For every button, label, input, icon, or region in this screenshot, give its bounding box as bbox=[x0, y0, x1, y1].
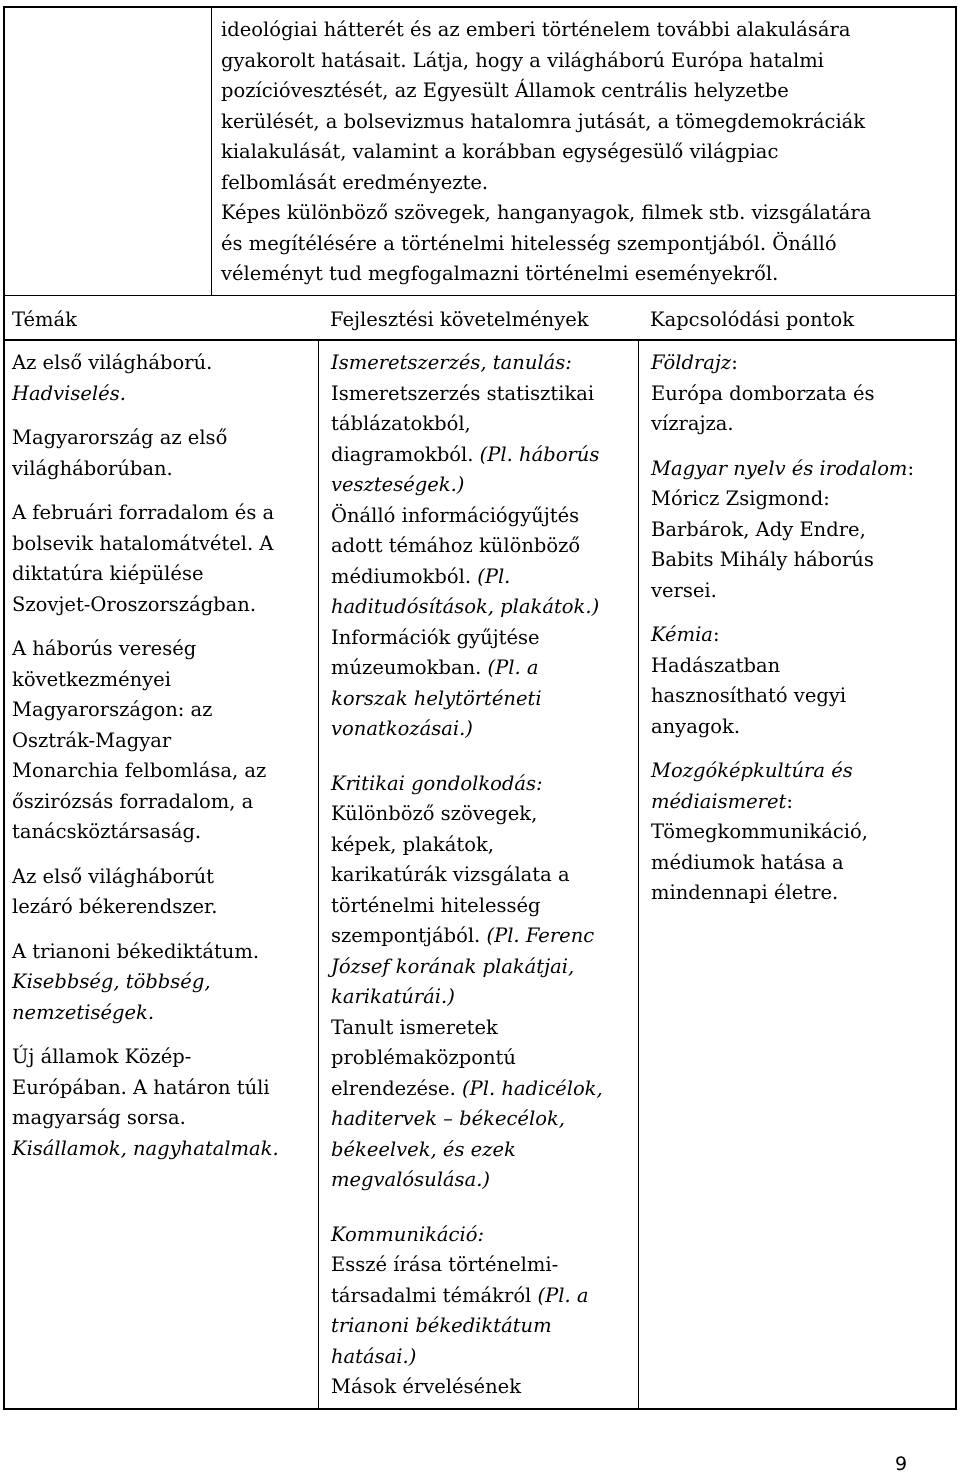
column-divider-2 bbox=[638, 340, 639, 1409]
req-line: Esszé írása történelmi- bbox=[331, 1253, 559, 1276]
section-title: Kommunikáció: bbox=[331, 1222, 485, 1246]
requirements-continuation bbox=[221, 15, 956, 290]
req-example-line: hatásai.) bbox=[331, 1344, 417, 1368]
req-example: (Pl. hadicélok, bbox=[455, 1076, 603, 1100]
topic-line: őszirózsás forradalom, a bbox=[12, 789, 254, 813]
req-example-line: békeelvek, és ezek bbox=[331, 1137, 516, 1161]
connection-line: médiumok hatása a bbox=[651, 850, 844, 874]
connection-line: hasznosítható vegyi bbox=[651, 684, 847, 707]
header-connection-points: Kapcsolódási pontok bbox=[650, 308, 855, 331]
req-line-mixed bbox=[331, 440, 603, 471]
req-example-line: haditudósítások, plakátok.) bbox=[331, 595, 600, 618]
topic-line: Magyarországon: az bbox=[12, 698, 213, 721]
req-text: médiumokból. bbox=[331, 564, 472, 588]
subject-title bbox=[651, 620, 914, 651]
connection-line: Tömegkommunikáció, bbox=[651, 820, 868, 843]
text-line: és megítélésére a történelmi hitelesség szempontjából. Önálló bbox=[221, 231, 837, 255]
req-example-line: József korának plakátjai, bbox=[331, 954, 575, 978]
req-example: (Pl. Ferenc bbox=[480, 924, 595, 947]
connection-line: vízrajza. bbox=[651, 412, 734, 435]
connection-line: mindennapi életre. bbox=[651, 881, 839, 904]
topic-line: Magyarország az első bbox=[12, 426, 228, 449]
header-development-requirements: Fejlesztési követelmények bbox=[330, 308, 589, 331]
subject-colon: : bbox=[907, 456, 915, 480]
connection-line: Babits Mihály háborús bbox=[651, 548, 874, 571]
topic-line: Szovjet-Oroszországban. bbox=[12, 592, 257, 616]
topic-line: Osztrák-Magyar bbox=[12, 728, 172, 752]
text-line: ideológiai hátterét és az emberi történelem további alakulására bbox=[221, 18, 851, 41]
req-line: Önálló információgyűjtés bbox=[331, 503, 580, 527]
header-row-top-line bbox=[3, 295, 957, 296]
req-line-mixed bbox=[331, 653, 603, 684]
topic-line: tanácsköztársaság. bbox=[12, 820, 202, 843]
req-line: Tanult ismeretek bbox=[331, 1015, 498, 1039]
req-line: Információk gyűjtése bbox=[331, 625, 540, 649]
req-example-line: karikatúrái.) bbox=[331, 985, 455, 1008]
requirements-column bbox=[331, 348, 603, 1403]
subject-name: Kémia bbox=[651, 623, 713, 646]
subject-name: Földrajz bbox=[651, 351, 732, 374]
topic-line-italic: nemzetiségek. bbox=[12, 1000, 155, 1024]
req-text: elrendezése. bbox=[331, 1076, 456, 1100]
req-line: képek, plakátok, bbox=[331, 832, 494, 856]
topic-line-italic: Kisállamok, nagyhatalmak. bbox=[12, 1136, 279, 1160]
req-example-line: megvalósulása.) bbox=[331, 1168, 490, 1191]
connection-line: versei. bbox=[651, 578, 717, 602]
topic-line: diktatúra kiépülése bbox=[12, 562, 204, 585]
req-line: karikatúrák vizsgálata a bbox=[331, 863, 570, 886]
topic-line: következményei bbox=[12, 667, 171, 691]
topic-line: A trianoni békediktátum. bbox=[12, 939, 260, 963]
topic-line: A februári forradalom és a bbox=[12, 501, 275, 524]
req-text: szempontjából. bbox=[331, 924, 481, 947]
page-number: 9 bbox=[895, 1453, 908, 1475]
req-line: táblázatokból, bbox=[331, 412, 471, 435]
table-border-left bbox=[3, 6, 5, 1410]
topic-line: A háborús vereség bbox=[12, 637, 197, 660]
topic-line: Az első világháború. bbox=[12, 351, 213, 374]
subject-title bbox=[651, 454, 914, 485]
text-line: kialakulását, valamint a korábban egységesülő világpiac bbox=[221, 140, 779, 163]
topic-line: lezáró békerendszer. bbox=[12, 895, 218, 918]
connections-column bbox=[651, 348, 914, 909]
topics-column bbox=[12, 348, 279, 1164]
header-row-bottom-line bbox=[3, 339, 957, 341]
header-topics: Témák bbox=[12, 308, 77, 331]
section-title: Kritikai gondolkodás: bbox=[331, 771, 543, 795]
req-example-line: veszteségek.) bbox=[331, 473, 465, 496]
topic-line: Új államok Közép- bbox=[12, 1045, 192, 1068]
req-line: Mások érvelésének bbox=[331, 1375, 522, 1398]
connection-line: Hadászatban bbox=[651, 653, 781, 677]
text-line: kerülését, a bolsevizmus hatalomra jutását, a tömegdemokráciák bbox=[221, 109, 866, 133]
section-title: Ismeretszerzés, tanulás: bbox=[331, 351, 572, 374]
req-line-mixed bbox=[331, 1281, 603, 1312]
req-line: Ismeretszerzés statisztikai bbox=[331, 381, 595, 405]
req-text: társadalmi témákról bbox=[331, 1283, 532, 1307]
req-example: (Pl. a bbox=[481, 656, 539, 679]
req-text: diagramokból. bbox=[331, 442, 474, 466]
req-example: (Pl. a bbox=[531, 1283, 589, 1307]
req-text: múzeumokban. bbox=[331, 656, 482, 679]
req-example-line: korszak helytörténeti bbox=[331, 686, 542, 710]
subject-name: Mozgóképkultúra és bbox=[651, 759, 853, 782]
text-line: véleményt tud megfogalmazni történelmi eseményekről. bbox=[221, 262, 779, 285]
column-divider-1 bbox=[318, 340, 319, 1409]
text-line: felbomlását eredményezte. bbox=[221, 170, 489, 194]
topic-line: magyarság sorsa. bbox=[12, 1106, 186, 1129]
subject-title bbox=[651, 348, 914, 379]
connection-line: anyagok. bbox=[651, 714, 741, 738]
topic-line: Európában. A határon túli bbox=[12, 1075, 270, 1099]
subject-name: Magyar nyelv és irodalom bbox=[651, 456, 908, 480]
topic-line: Monarchia felbomlása, az bbox=[12, 759, 267, 782]
topic-line: Az első világháborút bbox=[12, 864, 214, 888]
subject-name: médiaismeret bbox=[651, 789, 787, 813]
req-line: történelmi hitelesség bbox=[331, 893, 541, 917]
subject-colon: : bbox=[712, 623, 720, 646]
topic-line: bolsevik hatalomátvétel. A bbox=[12, 531, 274, 555]
req-line: adott témához különböző bbox=[331, 534, 581, 557]
connection-line: Móricz Zsigmond: bbox=[651, 487, 830, 510]
top-cell-divider bbox=[211, 6, 212, 296]
req-example-line: vonatkozásai.) bbox=[331, 717, 473, 740]
connection-line: Európa domborzata és bbox=[651, 381, 875, 405]
topic-line-italic: Hadviselés. bbox=[12, 381, 126, 405]
subject-title bbox=[651, 787, 914, 818]
topic-line: világháborúban. bbox=[12, 456, 173, 480]
text-line: Képes különböző szövegek, hanganyagok, filmek stb. vizsgálatára bbox=[221, 201, 872, 224]
req-example: (Pl. bbox=[471, 564, 511, 588]
req-example-line: haditervek – békecélok, bbox=[331, 1107, 565, 1130]
req-line-mixed bbox=[331, 921, 603, 952]
req-line: problémaközpontú bbox=[331, 1046, 516, 1069]
req-line-mixed bbox=[331, 562, 603, 593]
text-line: pozícióvesztését, az Egyesült Államok centrális helyzetbe bbox=[221, 79, 789, 102]
req-example-line: trianoni békediktátum bbox=[331, 1314, 552, 1337]
subject-colon: : bbox=[731, 351, 738, 374]
table-border-bottom bbox=[3, 1408, 957, 1410]
subject-colon: : bbox=[786, 789, 793, 813]
req-line: Különböző szövegek, bbox=[331, 802, 538, 825]
text-line: gyakorolt hatásait. Látja, hogy a világháború Európa hatalmi bbox=[221, 48, 824, 72]
req-line-mixed bbox=[331, 1074, 603, 1105]
topic-line-italic: Kisebbség, többség, bbox=[12, 970, 211, 993]
req-example: (Pl. háborús bbox=[473, 442, 600, 466]
connection-line: Barbárok, Ady Endre, bbox=[651, 517, 866, 541]
table-border-top bbox=[3, 6, 957, 8]
